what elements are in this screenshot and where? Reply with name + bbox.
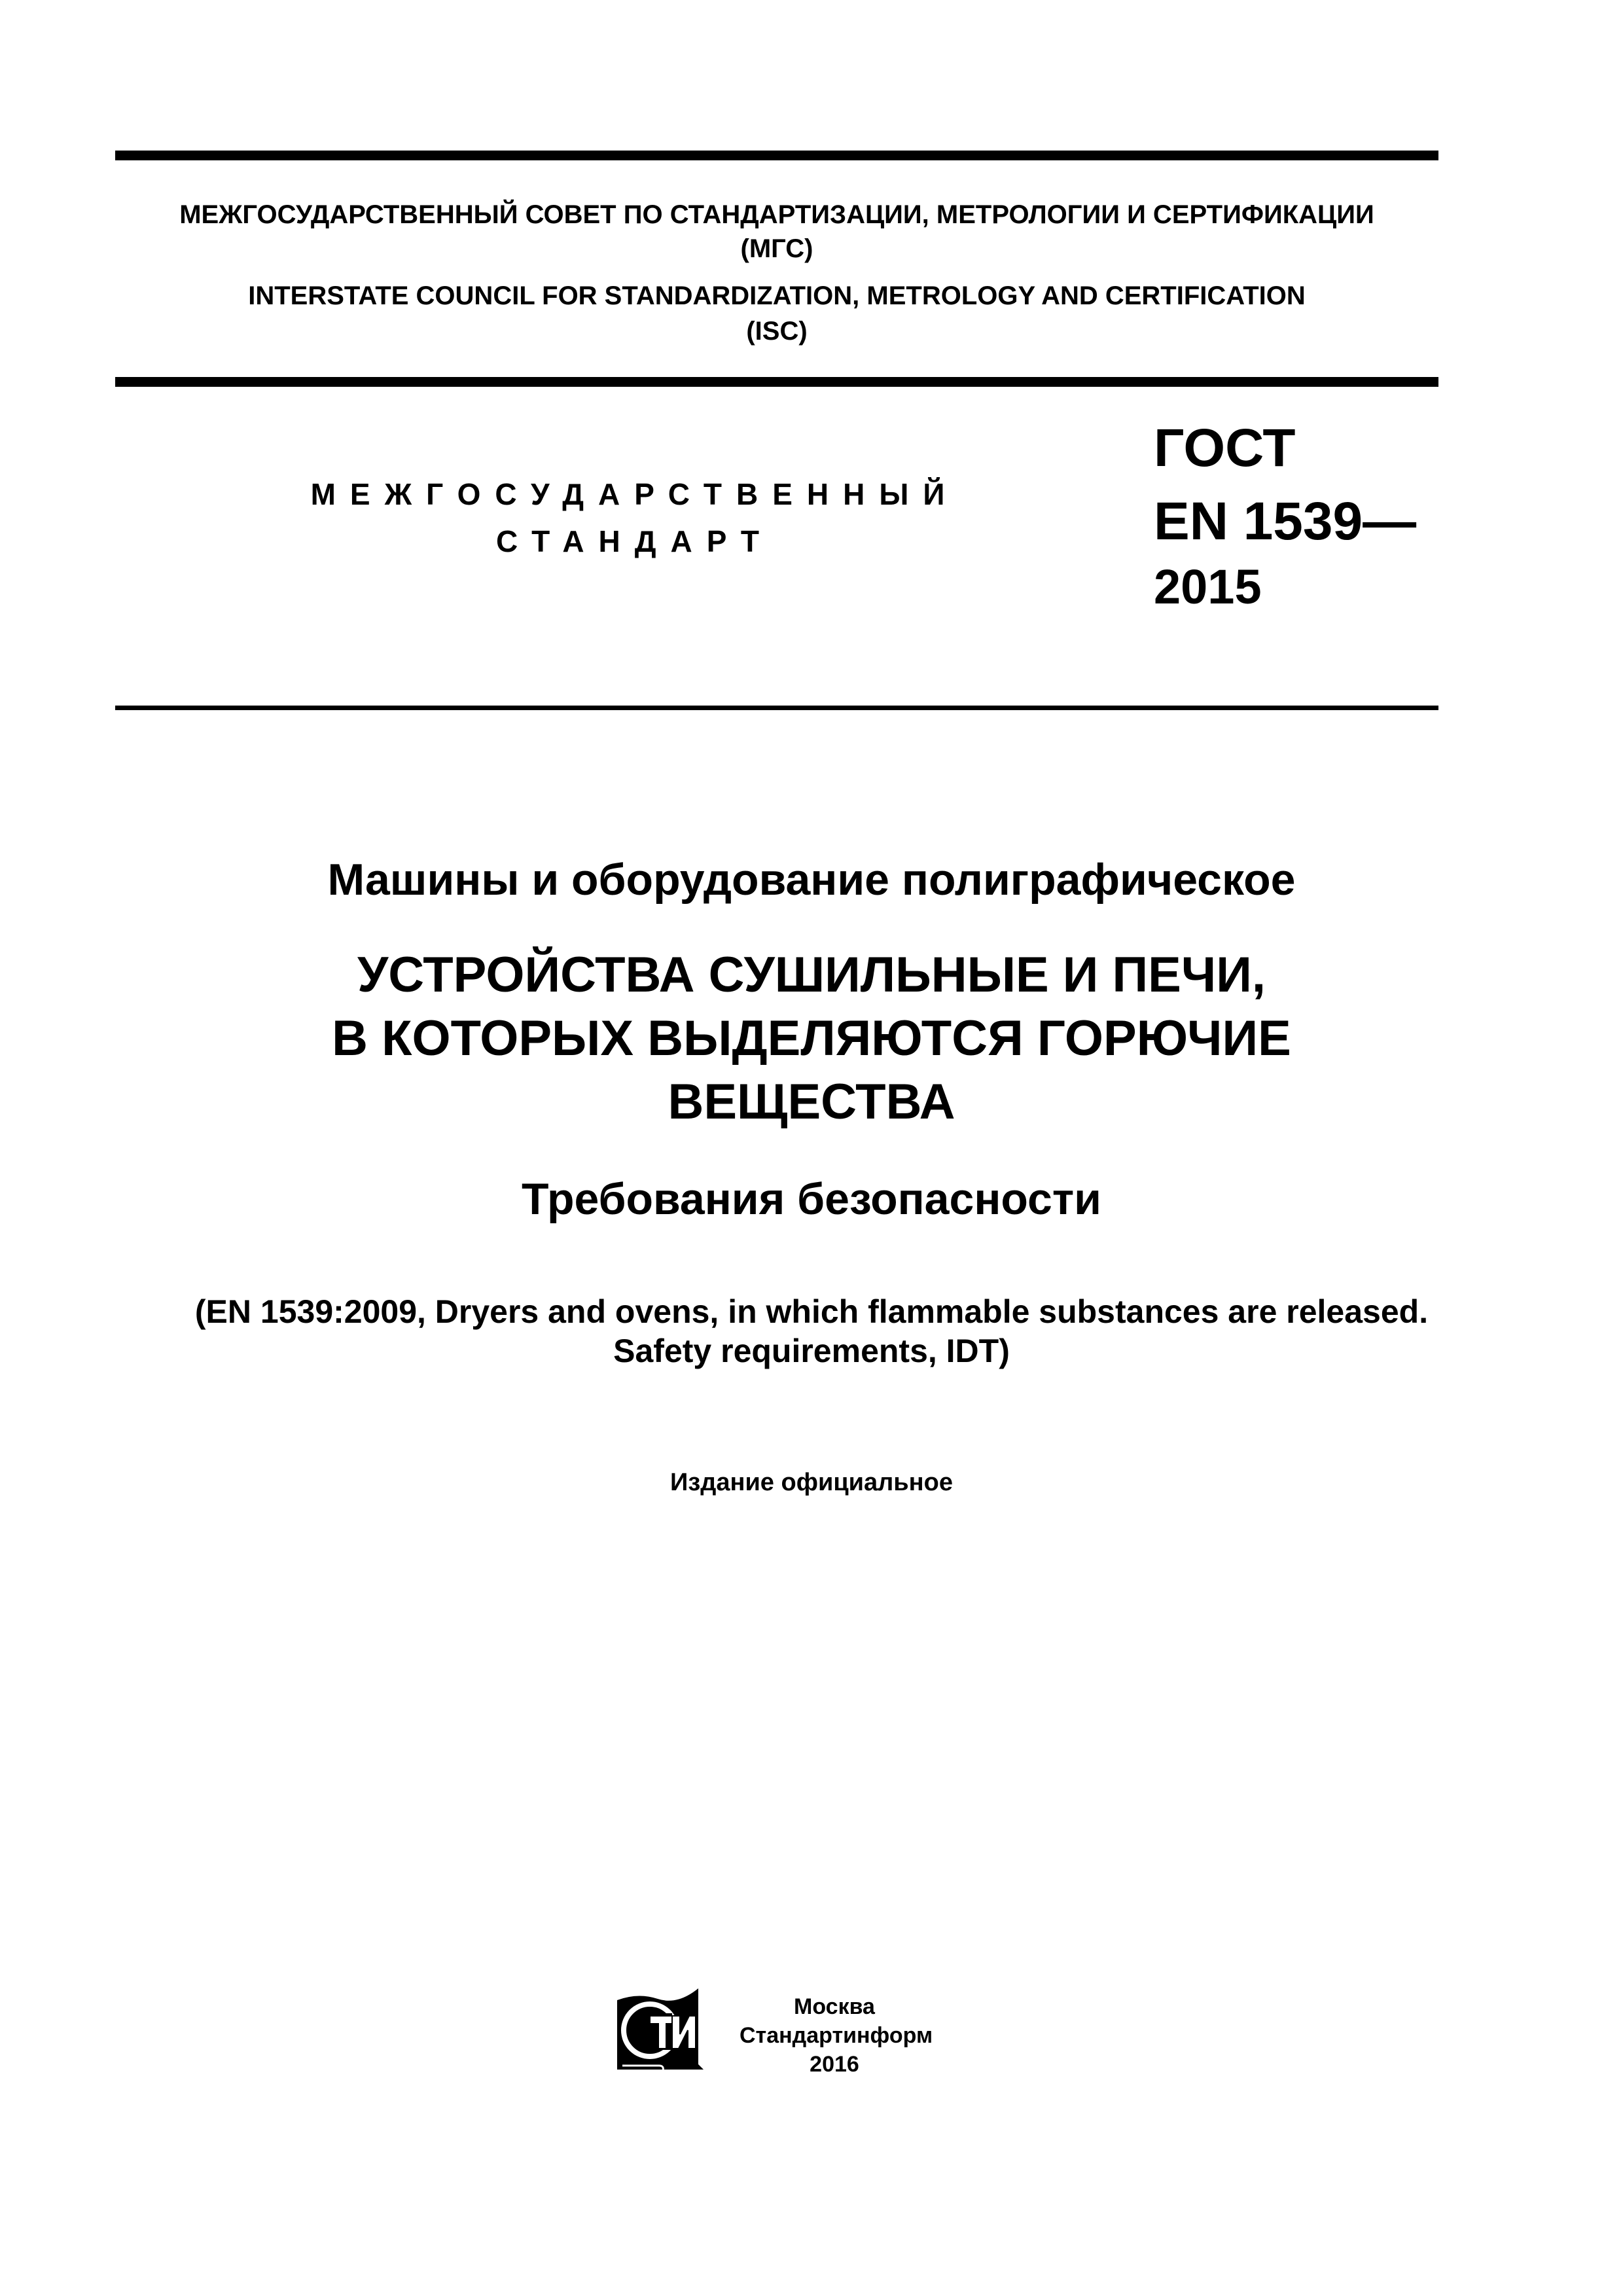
standard-type-line2: СТАНДАРТ xyxy=(496,524,774,558)
publisher-name: Стандартинформ xyxy=(740,2023,933,2048)
publisher-year: 2016 xyxy=(810,2052,859,2077)
header-bottom-rule xyxy=(115,377,1438,387)
title-subtitle: Требования безопасности xyxy=(522,1174,1101,1224)
council-ru-abbr: (МГС) xyxy=(740,234,813,263)
designation-bottom-rule xyxy=(115,706,1438,710)
council-en-abbr: (ISC) xyxy=(746,317,808,346)
top-rule xyxy=(115,151,1438,160)
council-en: INTERSTATE COUNCIL FOR STANDARDIZATION, METROLOGY AND CERTIFICATION xyxy=(248,281,1306,310)
standartinform-logo-icon xyxy=(612,1987,710,2072)
publisher-city: Москва xyxy=(794,1994,875,2019)
title-main-line1: УСТРОЙСТВА СУШИЛЬНЫЕ И ПЕЧИ, xyxy=(357,947,1266,1003)
edition-label: Издание официальное xyxy=(670,1469,953,1496)
title-main-line3: ВЕЩЕСТВА xyxy=(668,1074,955,1130)
designation-line3: 2015 xyxy=(1154,560,1262,614)
designation-line1: ГОСТ xyxy=(1154,418,1296,478)
original-title-line1: (EN 1539:2009, Dryers and ovens, in which flammable substances are released. xyxy=(194,1293,1429,1330)
council-ru: МЕЖГОСУДАРСТВЕННЫЙ СОВЕТ ПО СТАНДАРТИЗАЦИИ, МЕТРОЛОГИИ И СЕРТИФИКАЦИИ xyxy=(179,200,1374,229)
standard-type-line1: МЕЖГОСУДАРСТВЕННЫЙ xyxy=(310,477,959,511)
original-title-line2: Safety requirements, IDT) xyxy=(613,1333,1010,1369)
designation-line2: EN 1539— xyxy=(1154,492,1417,551)
title-main-line2: В КОТОРЫХ ВЫДЕЛЯЮТСЯ ГОРЮЧИЕ xyxy=(332,1011,1291,1066)
title-group: Машины и оборудование полиграфическое xyxy=(327,855,1296,905)
